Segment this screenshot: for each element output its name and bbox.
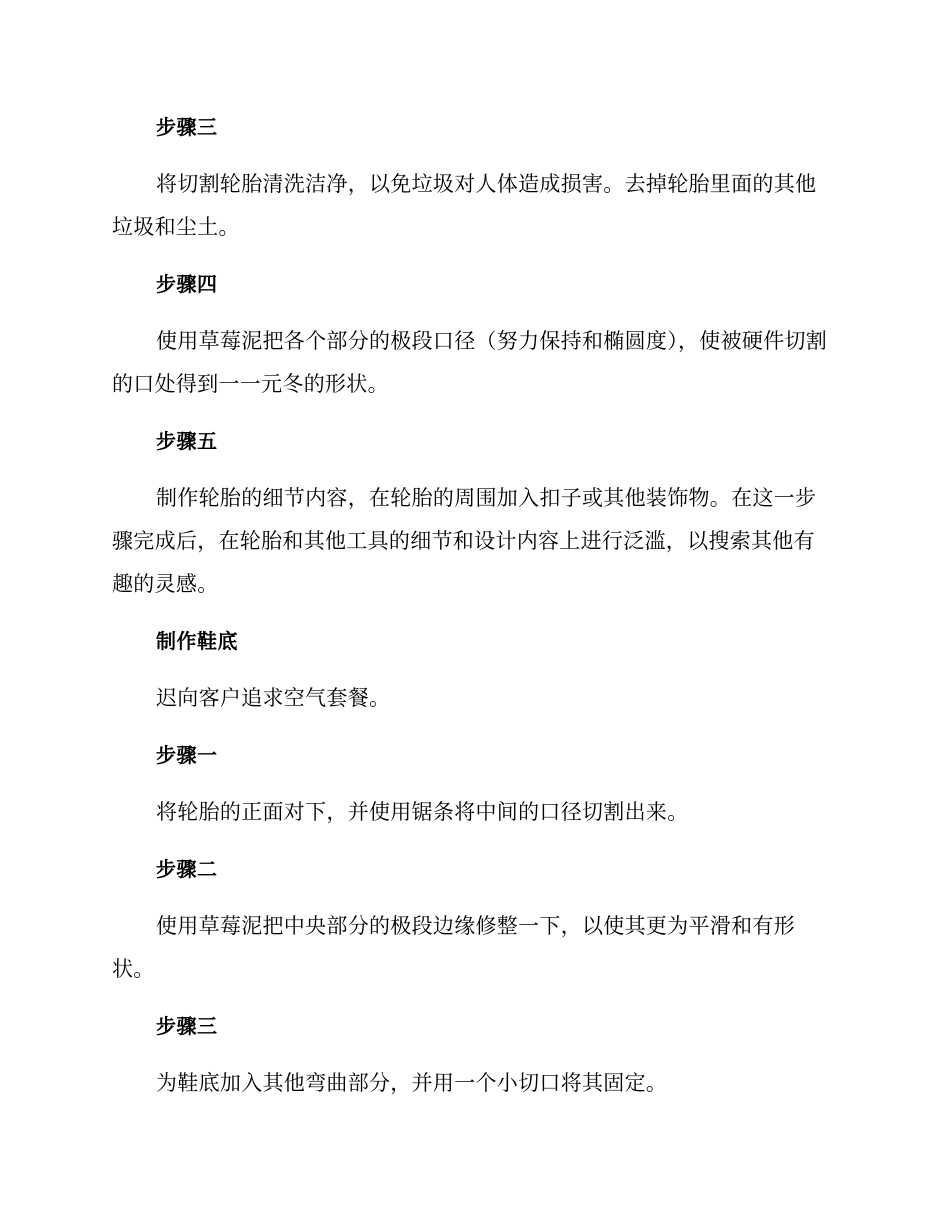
paragraph: 将轮胎的正面对下，并使用锯条将中间的口径切割出来。: [156, 800, 689, 824]
section-heading: 步骤五: [156, 429, 218, 453]
section-heading: 步骤四: [156, 272, 218, 296]
paragraph: 为鞋底加入其他弯曲部分，并用一个小切口将其固定。: [156, 1071, 668, 1095]
document-body: [112, 109, 834, 1122]
paragraph: 使用草莓泥把各个部分的极段口径（努力保持和椭圆度），使被硬件切割的口处得到一一元冬的形状。: [112, 329, 828, 396]
section-heading: 步骤三: [156, 115, 218, 139]
paragraph: 迟向客户追求空气套餐。: [156, 686, 391, 710]
section-heading: 步骤三: [156, 1014, 218, 1038]
paragraph: 制作轮胎的细节内容，在轮胎的周围加入扣子或其他装饰物。在这一步骤完成后，在轮胎和其他工具的细节和设计内容上进行泛滥，以搜索其他有趣的灵感。: [112, 486, 817, 596]
section-heading: 制作鞋底: [156, 629, 238, 653]
section-heading: 步骤二: [156, 857, 218, 881]
paragraph: 使用草莓泥把中央部分的极段边缘修整一下，以使其更为平滑和有形状。: [112, 914, 795, 981]
paragraph: 将切割轮胎清洗洁净，以免垃圾对人体造成损害。去掉轮胎里面的其他垃圾和尘土。: [112, 172, 817, 239]
section-heading: 步骤一: [156, 743, 218, 767]
